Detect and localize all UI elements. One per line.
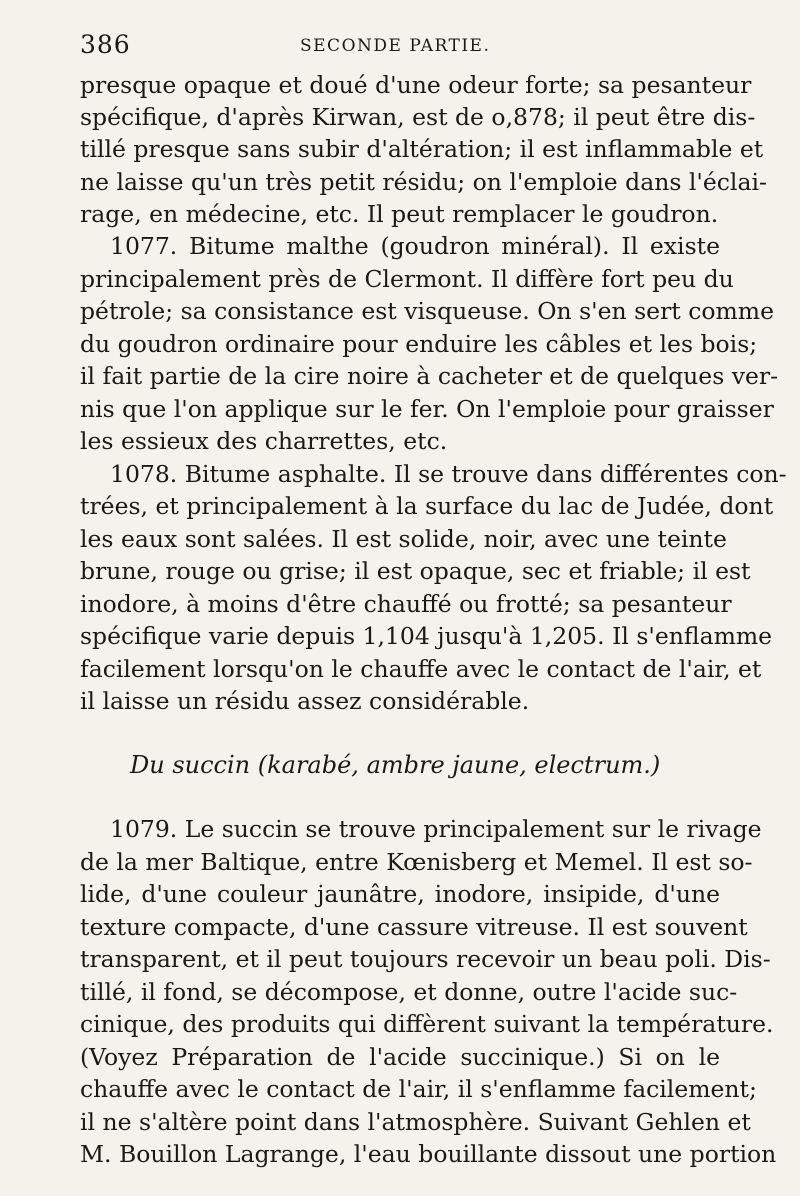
text-line: rage, en médecine, etc. Il peut remplacer le goudron. [80, 200, 719, 228]
text-line: 1078. Bitume asphalte. Il se trouve dans différentes con- [110, 460, 787, 488]
text-line: facilement lorsqu'on le chauffe avec le contact de l'air, et [80, 655, 762, 683]
text-line: transparent, et il peut toujours recevoir un beau poli. Dis- [80, 945, 771, 973]
text-line: tillé, il fond, se décompose, et donne, outre l'acide suc- [80, 978, 738, 1006]
text-line: principalement près de Clermont. Il diffère fort peu du [80, 265, 734, 293]
text-line: inodore, à moins d'être chauffé ou frotté; sa pesanteur [80, 590, 732, 618]
text-line: il laisse un résidu assez considérable. [80, 687, 530, 715]
text-line: de la mer Baltique, entre Kœnisberg et Memel. Il est so- [80, 848, 753, 876]
text-line: brune, rouge ou grise; il est opaque, sec et friable; il est [80, 557, 751, 585]
running-head: SECONDE PARTIE. [300, 36, 491, 56]
text-line: 1079. Le succin se trouve principalement sur le rivage [110, 815, 762, 843]
page-number: 386 [80, 30, 131, 59]
text-line: nis que l'on applique sur le fer. On l'emploie pour graisser [80, 395, 774, 423]
text-line: texture compacte, d'une cassure vitreuse. Il est souvent [80, 913, 748, 941]
page-header [80, 30, 720, 64]
text-line: il ne s'altère point dans l'atmosphère. Suivant Gehlen et [80, 1108, 751, 1136]
text-line: chauffe avec le contact de l'air, il s'enflamme facilement; [80, 1075, 757, 1103]
text-line: pétrole; sa consistance est visqueuse. On s'en sert comme [80, 297, 774, 325]
text-line: du goudron ordinaire pour enduire les câbles et les bois; [80, 330, 758, 358]
text-line: les eaux sont salées. Il est solide, noir, avec une teinte [80, 525, 727, 553]
text-line: cinique, des produits qui diffèrent suivant la température. [80, 1010, 774, 1038]
text-line: tillé presque sans subir d'altération; il est inflammable et [80, 135, 764, 163]
section-heading: Du succin (karabé, ambre jaune, electrum.) [130, 751, 661, 779]
text-line: 1077. Bitume malthe (goudron minéral). Il existe [110, 232, 720, 260]
text-line: lide, d'une couleur jaunâtre, inodore, insipide, d'une [80, 880, 720, 908]
text-line: il fait partie de la cire noire à cacheter et de quelques ver- [80, 362, 779, 390]
text-line: trées, et principalement à la surface du lac de Judée, dont [80, 492, 774, 520]
text-line: spécifique, d'après Kirwan, est de o,878; il peut être dis- [80, 103, 756, 131]
text-line: presque opaque et doué d'une odeur forte; sa pesanteur [80, 71, 752, 99]
text-line: les essieux des charrettes, etc. [80, 427, 448, 455]
text-line: M. Bouillon Lagrange, l'eau bouillante dissout une portion [80, 1140, 777, 1168]
text-line: spécifique varie depuis 1,104 jusqu'à 1,205. Il s'enflamme [80, 622, 773, 650]
text-line: (Voyez Préparation de l'acide succinique.) Si on le [80, 1043, 720, 1071]
text-line: ne laisse qu'un très petit résidu; on l'emploie dans l'éclai- [80, 168, 767, 196]
